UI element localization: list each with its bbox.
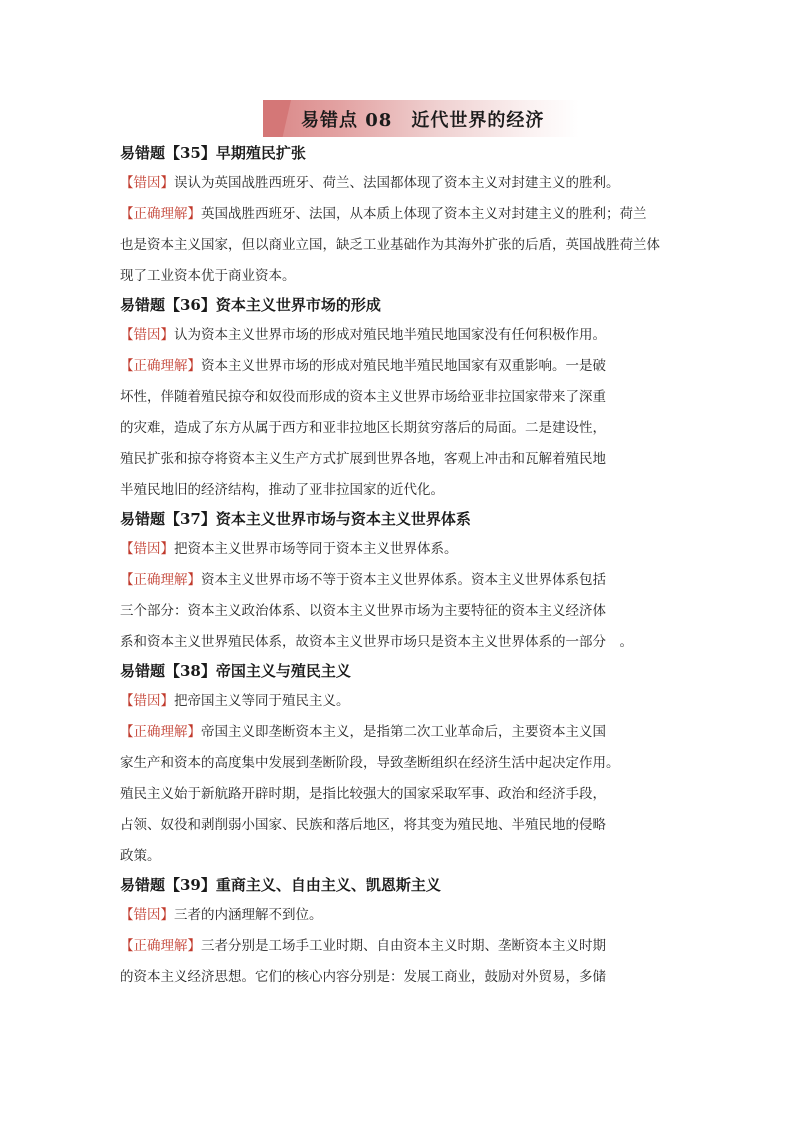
error-text: 误认为英国战胜西班牙、荷兰、法国都体现了资本主义对封建主义的胜利。 [174, 175, 620, 191]
section-38 [120, 660, 690, 872]
section-35 [120, 142, 690, 292]
section-heading: 易错题【36】资本主义世界市场的形成 [120, 296, 381, 314]
correct-understanding [120, 717, 690, 748]
correct-line: 殖民扩张和掠夺将资本主义生产方式扩展到世界各地，客观上冲击和瓦解着殖民地 [120, 451, 606, 467]
correct-line: 资本主义世界市场不等于资本主义世界体系。资本主义世界体系包括 [201, 572, 606, 588]
correct-tag: 【正确理解】 [120, 724, 201, 740]
correct-line: 家生产和资本的高度集中发展到垄断阶段，导致垄断组织在经济生活中起决定作用。 [120, 755, 620, 771]
correct-line: 帝国主义即垄断资本主义，是指第二次工业革命后，主要资本主义国 [201, 724, 606, 740]
correct-line: 英国战胜西班牙、法国，从本质上体现了资本主义对封建主义的胜利；荷兰 [201, 206, 647, 222]
correct-line: 也是资本主义国家，但以商业立国，缺乏工业基础作为其海外扩张的后盾，英国战胜荷兰体 [120, 237, 660, 253]
correct-tag: 【正确理解】 [120, 358, 201, 374]
title-banner [263, 100, 579, 137]
page-title: 易错点 08 近代世界的经济 [301, 110, 545, 131]
document-body [120, 142, 690, 995]
error-cause [120, 168, 690, 199]
error-text: 三者的内涵理解不到位。 [174, 907, 323, 923]
error-text: 把帝国主义等同于殖民主义。 [174, 693, 350, 709]
section-39 [120, 874, 690, 993]
correct-tag: 【正确理解】 [120, 206, 201, 222]
error-tag: 【错因】 [120, 907, 174, 923]
error-tag: 【错因】 [120, 693, 174, 709]
correct-understanding [120, 565, 690, 596]
error-tag: 【错因】 [120, 327, 174, 343]
correct-line: 殖民主义始于新航路开辟时期，是指比较强大的国家采取军事、政治和经济手段， [120, 786, 606, 802]
correct-line: 三者分别是工场手工业时期、自由资本主义时期、垄断资本主义时期 [201, 938, 606, 954]
correct-line: 资本主义世界市场的形成对殖民地半殖民地国家有双重影响。一是破 [201, 358, 606, 374]
error-cause [120, 534, 690, 565]
correct-line: 的资本主义经济思想。它们的核心内容分别是：发展工商业，鼓励对外贸易，多储 [120, 969, 606, 985]
section-36 [120, 294, 690, 506]
section-heading: 易错题【35】早期殖民扩张 [120, 144, 306, 162]
correct-line: 三个部分：资本主义政治体系、以资本主义世界市场为主要特征的资本主义经济体 [120, 603, 606, 619]
correct-line: 现了工业资本优于商业资本。 [120, 268, 296, 284]
correct-line: 半殖民地旧的经济结构，推动了亚非拉国家的近代化。 [120, 482, 444, 498]
correct-line: 的灾难，造成了东方从属于西方和亚非拉地区长期贫穷落后的局面。二是建设性， [120, 420, 606, 436]
section-heading: 易错题【39】重商主义、自由主义、凯恩斯主义 [120, 876, 441, 894]
error-tag: 【错因】 [120, 541, 174, 557]
section-heading: 易错题【37】资本主义世界市场与资本主义世界体系 [120, 510, 471, 528]
correct-line: 占领、奴役和剥削弱小国家、民族和落后地区，将其变为殖民地、半殖民地的侵略 [120, 817, 606, 833]
error-cause [120, 900, 690, 931]
error-text: 认为资本主义世界市场的形成对殖民地半殖民地国家没有任何积极作用。 [174, 327, 606, 343]
section-heading: 易错题【38】帝国主义与殖民主义 [120, 662, 351, 680]
correct-understanding [120, 351, 690, 382]
correct-line: 坏性，伴随着殖民掠夺和奴役而形成的资本主义世界市场给亚非拉国家带来了深重 [120, 389, 606, 405]
correct-tag: 【正确理解】 [120, 938, 201, 954]
error-text: 把资本主义世界市场等同于资本主义世界体系。 [174, 541, 458, 557]
error-cause [120, 686, 690, 717]
correct-understanding [120, 931, 690, 962]
correct-line: 政策。 [120, 848, 161, 864]
error-tag: 【错因】 [120, 175, 174, 191]
error-cause [120, 320, 690, 351]
correct-line: 系和资本主义世界殖民体系，故资本主义世界市场只是资本主义世界体系的一部分 。 [120, 634, 633, 650]
section-37 [120, 508, 690, 658]
correct-understanding [120, 199, 690, 230]
correct-tag: 【正确理解】 [120, 572, 201, 588]
